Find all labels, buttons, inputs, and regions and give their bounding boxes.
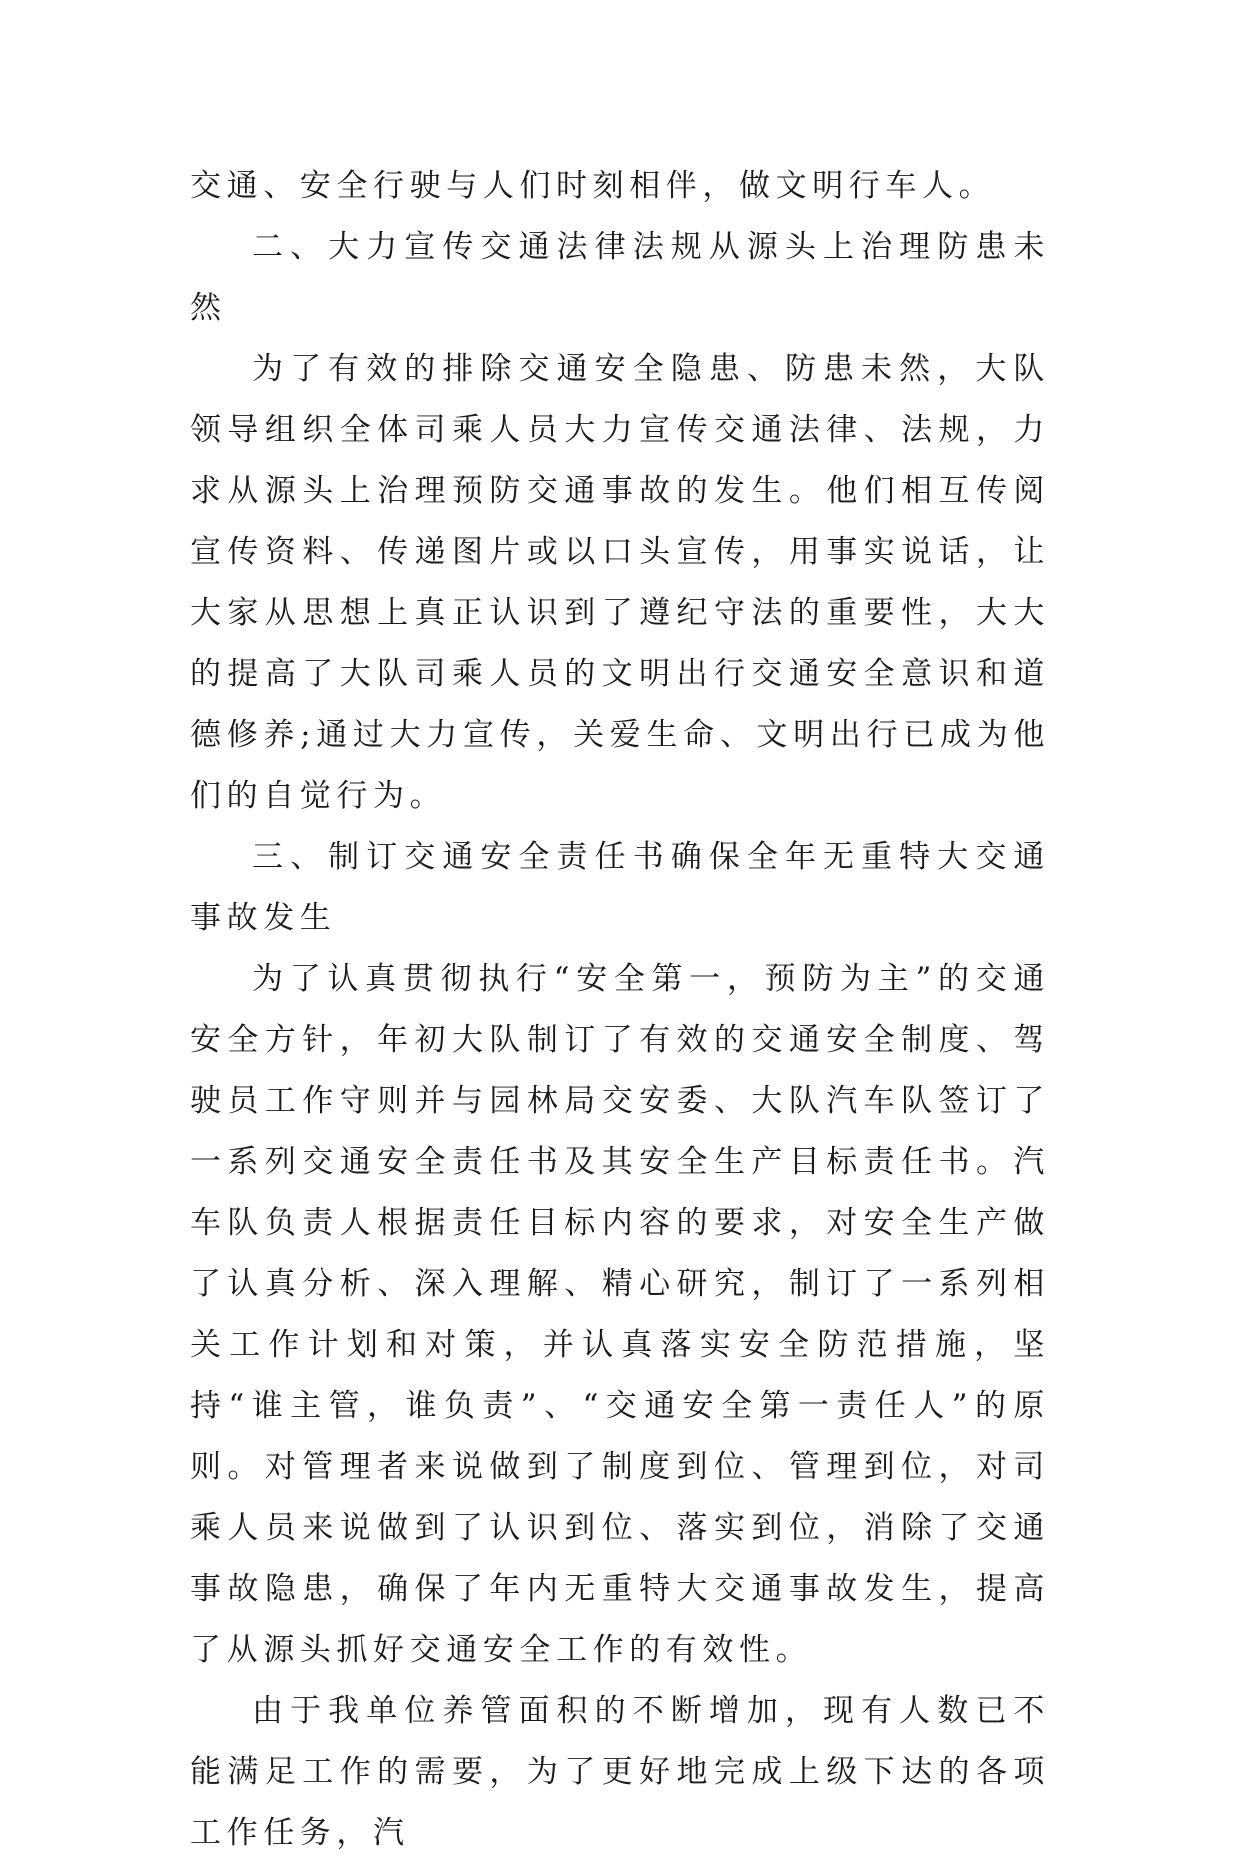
section-heading-2: 二、大力宣传交通法律法规从源头上治理防患未然 xyxy=(190,229,1050,326)
paragraph-staffing: 由于我单位养管面积的不断增加，现有人数已不能满足工作的需要，为了更好地完成上级下达的各项工作任务，汽 xyxy=(190,1693,1050,1851)
paragraph-continuation: 交通、安全行驶与人们时刻相伴，做文明行车人。 xyxy=(190,168,996,204)
paragraph-publicity: 为了有效的排除交通安全隐患、防患未然，大队领导组织全体司乘人员大力宣传交通法律、法规，力求从源头上治理预防交通事故的发生。他们相互传阅宣传资料、传递图片或以口头宣传，用事实说话，让大家从思想上真正认识到了遵纪守法的重要性，大大的提高了大队司乘人员的文明出行交通安全意识和道德修养;通过大力宣传，关爱生命、文明出行已成为他们的自觉行为。 xyxy=(190,351,1050,814)
document-body xyxy=(190,156,1050,1864)
section-heading-3: 三、制订交通安全责任书确保全年无重特大交通事故发生 xyxy=(190,839,1050,936)
paragraph-responsibility: 为了认真贯彻执行“安全第一，预防为主”的交通安全方针，年初大队制订了有效的交通安全制度、驾驶员工作守则并与园林局交安委、大队汽车队签订了一系列交通安全责任书及其安全生产目标责任书。汽车队负责人根据责任目标内容的要求，对安全生产做了认真分析、深入理解、精心研究，制订了一系列相关工作计划和对策，并认真落实安全防范措施，坚持“谁主管，谁负责”、“交通安全第一责任人”的原则。对管理者来说做到了制度到位、管理到位，对司乘人员来说做到了认识到位、落实到位，消除了交通事故隐患，确保了年内无重特大交通事故发生，提高了从源头抓好交通安全工作的有效性。 xyxy=(190,961,1050,1668)
